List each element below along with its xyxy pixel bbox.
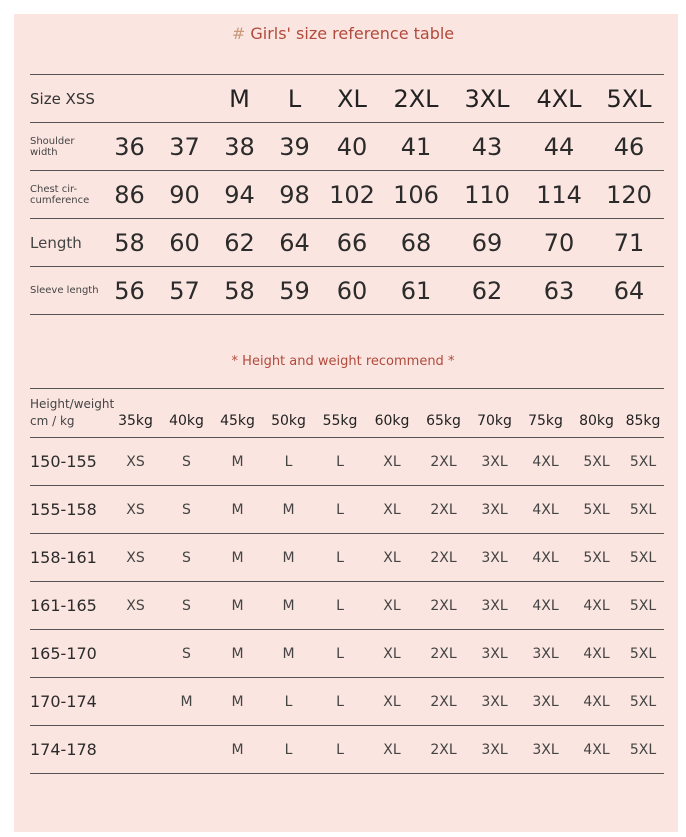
height-weight-table — [30, 388, 664, 774]
size-col-header: M — [212, 75, 267, 123]
size-col-header: L — [267, 75, 322, 123]
measure-cell: 58 — [212, 267, 267, 315]
size-cell: 4XL — [520, 582, 571, 630]
size-cell: 4XL — [571, 726, 622, 774]
size-cell: M — [212, 486, 263, 534]
size-cell: 5XL — [571, 534, 622, 582]
hw-row — [30, 438, 664, 486]
weight-col-header: 50kg — [263, 389, 314, 438]
size-cell: XL — [366, 678, 418, 726]
size-cell: 3XL — [520, 726, 571, 774]
weight-col-header: 45kg — [212, 389, 263, 438]
size-cell: 2XL — [418, 678, 469, 726]
size-corner-label: Size XSS — [30, 75, 212, 123]
measure-cell: 66 — [322, 219, 382, 267]
size-cell: M — [263, 534, 314, 582]
measure-cell: 58 — [102, 219, 157, 267]
size-cell: XL — [366, 726, 418, 774]
hw-corner-label — [30, 389, 115, 438]
weight-header-row — [30, 389, 664, 438]
measure-cell: 68 — [382, 219, 450, 267]
size-cell: 2XL — [418, 486, 469, 534]
measure-cell: 39 — [267, 123, 322, 171]
size-cell: 3XL — [469, 486, 520, 534]
size-cell: 5XL — [622, 438, 664, 486]
weight-col-header: 85kg — [622, 389, 664, 438]
size-cell: M — [263, 630, 314, 678]
size-cell: 4XL — [571, 630, 622, 678]
size-cell: 2XL — [418, 726, 469, 774]
size-header-row — [30, 75, 664, 123]
measure-cell: 44 — [524, 123, 594, 171]
weight-col-header: 65kg — [418, 389, 469, 438]
measure-cell: 64 — [594, 267, 664, 315]
size-cell: 3XL — [469, 438, 520, 486]
size-cell: 2XL — [418, 534, 469, 582]
size-cell: 3XL — [469, 726, 520, 774]
recommend-title: * Height and weight recommend * — [231, 354, 455, 369]
weight-col-header: 75kg — [520, 389, 571, 438]
measure-cell: 37 — [157, 123, 212, 171]
weight-col-header: 55kg — [314, 389, 366, 438]
size-cell: 5XL — [571, 438, 622, 486]
size-row-chest — [30, 171, 664, 219]
measure-cell: 38 — [212, 123, 267, 171]
size-cell: M — [212, 678, 263, 726]
row-label: Length — [30, 219, 102, 267]
size-cell: L — [263, 678, 314, 726]
hw-row — [30, 534, 664, 582]
size-cell: M — [212, 438, 263, 486]
hw-row — [30, 630, 664, 678]
size-cell: 5XL — [622, 582, 664, 630]
title-prefix: # — [231, 24, 246, 43]
size-cell: XS — [110, 438, 161, 486]
size-cell — [161, 726, 212, 774]
measure-cell: 40 — [322, 123, 382, 171]
measure-cell: 94 — [212, 171, 267, 219]
hw-row — [30, 582, 664, 630]
height-label: 165-170 — [30, 630, 110, 678]
hw-row — [30, 726, 664, 774]
size-cell: XL — [366, 630, 418, 678]
size-cell: XL — [366, 438, 418, 486]
height-label: 174-178 — [30, 726, 110, 774]
row-label: Shoulder width — [30, 123, 102, 171]
measure-cell: 106 — [382, 171, 450, 219]
size-col-header: 4XL — [524, 75, 594, 123]
size-cell: XS — [110, 534, 161, 582]
measure-cell: 102 — [322, 171, 382, 219]
size-cell: M — [263, 486, 314, 534]
size-cell: 5XL — [622, 678, 664, 726]
measure-cell: 56 — [102, 267, 157, 315]
measure-cell: 60 — [157, 219, 212, 267]
hw-corner-line1: Height/weight — [30, 397, 115, 411]
measure-cell: 62 — [450, 267, 524, 315]
hw-row — [30, 486, 664, 534]
size-cell: M — [263, 582, 314, 630]
hw-corner-line2: cm / kg — [30, 414, 75, 428]
size-cell: M — [212, 630, 263, 678]
size-cell: L — [314, 534, 366, 582]
size-cell: S — [161, 486, 212, 534]
size-cell: 5XL — [622, 486, 664, 534]
weight-col-header: 70kg — [469, 389, 520, 438]
measure-cell: 62 — [212, 219, 267, 267]
measure-cell: 46 — [594, 123, 664, 171]
size-row-length — [30, 219, 664, 267]
measure-cell: 63 — [524, 267, 594, 315]
size-col-header: 5XL — [594, 75, 664, 123]
size-reference-table — [30, 74, 664, 315]
size-cell: 4XL — [520, 438, 571, 486]
size-cell: L — [314, 486, 366, 534]
size-cell: 5XL — [622, 726, 664, 774]
size-cell: L — [314, 678, 366, 726]
measure-cell: 60 — [322, 267, 382, 315]
size-cell: 4XL — [571, 582, 622, 630]
size-col-header: 3XL — [450, 75, 524, 123]
size-cell: M — [212, 726, 263, 774]
size-cell: M — [161, 678, 212, 726]
size-cell: 4XL — [520, 486, 571, 534]
size-cell: XL — [366, 534, 418, 582]
row-label: Chest cir-cumference — [30, 171, 102, 219]
size-cell: 5XL — [622, 534, 664, 582]
size-cell: L — [263, 726, 314, 774]
size-cell: L — [263, 438, 314, 486]
measure-cell: 120 — [594, 171, 664, 219]
page-title — [0, 24, 686, 43]
size-cell: 5XL — [571, 486, 622, 534]
size-cell: S — [161, 582, 212, 630]
size-cell: 3XL — [469, 630, 520, 678]
height-label: 155-158 — [30, 486, 110, 534]
measure-cell: 36 — [102, 123, 157, 171]
size-row-sleeve — [30, 267, 664, 315]
size-cell: 2XL — [418, 630, 469, 678]
measure-cell: 86 — [102, 171, 157, 219]
measure-cell: 61 — [382, 267, 450, 315]
size-cell: 3XL — [520, 630, 571, 678]
size-cell: M — [212, 534, 263, 582]
measure-cell: 110 — [450, 171, 524, 219]
size-cell: 4XL — [520, 534, 571, 582]
size-cell: XL — [366, 486, 418, 534]
height-label: 150-155 — [30, 438, 110, 486]
size-cell: S — [161, 438, 212, 486]
weight-col-header: 80kg — [571, 389, 622, 438]
size-cell — [110, 726, 161, 774]
size-row-shoulder — [30, 123, 664, 171]
measure-cell: 59 — [267, 267, 322, 315]
weight-col-header: 40kg — [161, 389, 212, 438]
title-text: Girls' size reference table — [250, 24, 455, 43]
size-cell — [110, 630, 161, 678]
size-cell: 2XL — [418, 438, 469, 486]
measure-cell: 98 — [267, 171, 322, 219]
size-cell: L — [314, 438, 366, 486]
measure-cell: 114 — [524, 171, 594, 219]
weight-col-header: 60kg — [366, 389, 418, 438]
hw-row — [30, 678, 664, 726]
measure-cell: 57 — [157, 267, 212, 315]
size-cell: L — [314, 582, 366, 630]
size-cell — [110, 678, 161, 726]
measure-cell: 71 — [594, 219, 664, 267]
height-label: 161-165 — [30, 582, 110, 630]
size-cell: 3XL — [520, 678, 571, 726]
size-cell: XS — [110, 486, 161, 534]
row-label: Sleeve length — [30, 267, 102, 315]
size-col-header: XL — [322, 75, 382, 123]
size-cell: S — [161, 534, 212, 582]
measure-cell: 69 — [450, 219, 524, 267]
size-cell: S — [161, 630, 212, 678]
height-label: 158-161 — [30, 534, 110, 582]
size-cell: L — [314, 630, 366, 678]
measure-cell: 70 — [524, 219, 594, 267]
size-cell: 3XL — [469, 534, 520, 582]
size-cell: M — [212, 582, 263, 630]
weight-col-header: 35kg — [110, 389, 161, 438]
size-cell: XL — [366, 582, 418, 630]
size-cell: 3XL — [469, 582, 520, 630]
size-col-header: 2XL — [382, 75, 450, 123]
size-cell: 2XL — [418, 582, 469, 630]
measure-cell: 43 — [450, 123, 524, 171]
measure-cell: 90 — [157, 171, 212, 219]
height-label: 170-174 — [30, 678, 110, 726]
size-cell: 4XL — [571, 678, 622, 726]
size-cell: L — [314, 726, 366, 774]
measure-cell: 41 — [382, 123, 450, 171]
size-cell: 3XL — [469, 678, 520, 726]
size-cell: 5XL — [622, 630, 664, 678]
measure-cell: 64 — [267, 219, 322, 267]
size-cell: XS — [110, 582, 161, 630]
